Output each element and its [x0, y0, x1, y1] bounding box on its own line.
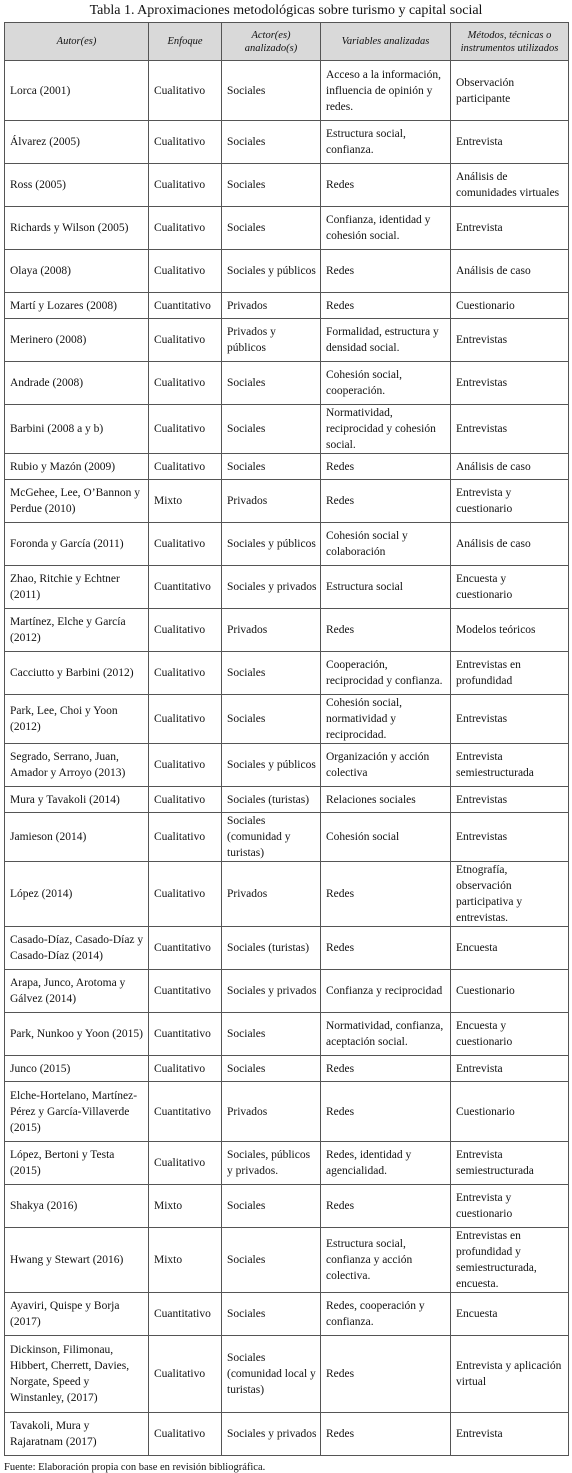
- cell-variables: Formalidad, estructura y densidad social.: [321, 319, 451, 362]
- table-row: [5, 121, 569, 164]
- header-autores: Autor(es): [5, 23, 149, 61]
- cell-variables: Redes: [321, 293, 451, 319]
- cell-variables: Redes: [321, 1413, 451, 1456]
- cell-metodos: Análisis de comunidades virtuales: [451, 164, 569, 207]
- cell-autor: Jamieson (2014): [5, 813, 149, 862]
- cell-autor: Shakya (2016): [5, 1185, 149, 1228]
- cell-variables: Normatividad, confianza, aceptación social.: [321, 1013, 451, 1056]
- cell-metodos: Entrevista: [451, 207, 569, 250]
- cell-variables: Organización y acción colectiva: [321, 744, 451, 787]
- table-row: [5, 813, 569, 862]
- cell-variables: Confianza y reciprocidad: [321, 970, 451, 1013]
- cell-metodos: Entrevista y cuestionario: [451, 1185, 569, 1228]
- cell-autor: Mura y Tavakoli (2014): [5, 787, 149, 813]
- table-row: [5, 566, 569, 609]
- cell-autor: Lorca (2001): [5, 61, 149, 121]
- cell-actor: Sociales y públicos: [222, 250, 321, 293]
- cell-actor: Sociales: [222, 362, 321, 405]
- cell-variables: Redes: [321, 1056, 451, 1082]
- cell-variables: Cohesión social: [321, 813, 451, 862]
- cell-enfoque: Cualitativo: [149, 454, 222, 480]
- table-row: [5, 1413, 569, 1456]
- table-row: [5, 652, 569, 695]
- cell-enfoque: Mixto: [149, 1228, 222, 1293]
- cell-actor: Privados y públicos: [222, 319, 321, 362]
- cell-autor: Barbini (2008 a y b): [5, 405, 149, 454]
- table-row: [5, 970, 569, 1013]
- table-row: [5, 1056, 569, 1082]
- cell-actor: Sociales: [222, 652, 321, 695]
- cell-enfoque: Cualitativo: [149, 250, 222, 293]
- cell-variables: Redes: [321, 927, 451, 970]
- table-row: [5, 61, 569, 121]
- cell-actor: Privados: [222, 293, 321, 319]
- cell-variables: Acceso a la información, influencia de opinión y redes.: [321, 61, 451, 121]
- cell-metodos: Entrevistas en profundidad y semiestructurada, encuesta.: [451, 1228, 569, 1293]
- cell-enfoque: Cualitativo: [149, 1336, 222, 1413]
- cell-variables: Normatividad, reciprocidad y cohesión social.: [321, 405, 451, 454]
- table-caption: Tabla 1. Aproximaciones metodológicas sobre turismo y capital social: [89, 3, 483, 18]
- cell-metodos: Entrevista semiestructurada: [451, 744, 569, 787]
- cell-metodos: Entrevista y aplicación virtual: [451, 1336, 569, 1413]
- cell-autor: Dickinson, Filimonau, Hibbert, Cherrett, Davies, Norgate, Speed y Winstanley, (2017): [5, 1336, 149, 1413]
- cell-variables: Relaciones sociales: [321, 787, 451, 813]
- table-row: [5, 523, 569, 566]
- cell-variables: Redes: [321, 862, 451, 927]
- cell-autor: Casado-Díaz, Casado-Díaz y Casado-Díaz (2014): [5, 927, 149, 970]
- header-actores: Actor(es) analizado(s): [222, 23, 321, 61]
- cell-autor: Rubio y Mazón (2009): [5, 454, 149, 480]
- cell-metodos: Entrevistas en profundidad: [451, 652, 569, 695]
- cell-metodos: Encuesta y cuestionario: [451, 1013, 569, 1056]
- cell-metodos: Encuesta: [451, 1293, 569, 1336]
- cell-variables: Redes, identidad y agencialidad.: [321, 1142, 451, 1185]
- header-metodos: Métodos, técnicas o instrumentos utilizados: [451, 23, 569, 61]
- cell-enfoque: Cuantitativo: [149, 1013, 222, 1056]
- cell-variables: Estructura social, confianza y acción colectiva.: [321, 1228, 451, 1293]
- cell-actor: Sociales y privados: [222, 970, 321, 1013]
- cell-enfoque: Cualitativo: [149, 207, 222, 250]
- cell-autor: Merinero (2008): [5, 319, 149, 362]
- cell-enfoque: Cuantitativo: [149, 1293, 222, 1336]
- cell-actor: Sociales: [222, 405, 321, 454]
- cell-metodos: Observación participante: [451, 61, 569, 121]
- cell-autor: Olaya (2008): [5, 250, 149, 293]
- cell-actor: Sociales: [222, 61, 321, 121]
- cell-variables: Redes: [321, 480, 451, 523]
- cell-autor: Foronda y García (2011): [5, 523, 149, 566]
- cell-autor: Cacciutto y Barbini (2012): [5, 652, 149, 695]
- table-row: [5, 362, 569, 405]
- cell-autor: Park, Nunkoo y Yoon (2015): [5, 1013, 149, 1056]
- cell-actor: Sociales: [222, 454, 321, 480]
- cell-autor: Segrado, Serrano, Juan, Amador y Arroyo (2013): [5, 744, 149, 787]
- cell-enfoque: Cualitativo: [149, 1056, 222, 1082]
- cell-variables: Cohesión social, normatividad y reciprocidad.: [321, 695, 451, 744]
- table-row: [5, 927, 569, 970]
- cell-enfoque: Cuantitativo: [149, 970, 222, 1013]
- table-row: [5, 319, 569, 362]
- table-row: [5, 609, 569, 652]
- table-row: [5, 1185, 569, 1228]
- cell-enfoque: Cualitativo: [149, 813, 222, 862]
- table-row: [5, 787, 569, 813]
- cell-variables: Redes, cooperación y confianza.: [321, 1293, 451, 1336]
- cell-autor: Tavakoli, Mura y Rajaratnam (2017): [5, 1413, 149, 1456]
- table-row: [5, 1228, 569, 1293]
- table-row: [5, 207, 569, 250]
- cell-variables: Redes: [321, 609, 451, 652]
- table-row: [5, 695, 569, 744]
- header-variables: Variables analizadas: [321, 23, 451, 61]
- cell-metodos: Entrevistas: [451, 319, 569, 362]
- cell-metodos: Etnografía, observación participativa y entrevistas.: [451, 862, 569, 927]
- table-row: [5, 405, 569, 454]
- cell-metodos: Modelos teóricos: [451, 609, 569, 652]
- table-row: [5, 1293, 569, 1336]
- cell-enfoque: Cualitativo: [149, 744, 222, 787]
- table-row: [5, 250, 569, 293]
- cell-enfoque: Cualitativo: [149, 121, 222, 164]
- table-row: [5, 744, 569, 787]
- cell-actor: Privados: [222, 480, 321, 523]
- cell-autor: Ross (2005): [5, 164, 149, 207]
- cell-metodos: Entrevistas: [451, 787, 569, 813]
- cell-autor: Andrade (2008): [5, 362, 149, 405]
- cell-variables: Redes: [321, 1185, 451, 1228]
- cell-enfoque: Cualitativo: [149, 609, 222, 652]
- cell-actor: Sociales: [222, 1056, 321, 1082]
- header-enfoque: Enfoque: [149, 23, 222, 61]
- cell-autor: Junco (2015): [5, 1056, 149, 1082]
- cell-autor: Elche-Hortelano, Martínez-Pérez y García-Villaverde (2015): [5, 1082, 149, 1142]
- cell-actor: Sociales y públicos: [222, 523, 321, 566]
- cell-enfoque: Cualitativo: [149, 362, 222, 405]
- cell-enfoque: Cuantitativo: [149, 566, 222, 609]
- cell-enfoque: Cualitativo: [149, 1142, 222, 1185]
- cell-variables: Cohesión social y colaboración: [321, 523, 451, 566]
- cell-variables: Redes: [321, 454, 451, 480]
- cell-autor: Martí y Lozares (2008): [5, 293, 149, 319]
- cell-variables: Redes: [321, 250, 451, 293]
- cell-metodos: Cuestionario: [451, 293, 569, 319]
- table-row: [5, 454, 569, 480]
- cell-actor: Sociales: [222, 1228, 321, 1293]
- cell-actor: Sociales (turistas): [222, 927, 321, 970]
- cell-actor: Sociales (comunidad y turistas): [222, 813, 321, 862]
- methodology-table: [4, 22, 569, 1456]
- source-note: Fuente: Elaboración propia con base en revisión bibliográfica.: [4, 1462, 266, 1473]
- cell-metodos: Encuesta: [451, 927, 569, 970]
- cell-variables: Estructura social, confianza.: [321, 121, 451, 164]
- cell-actor: Sociales: [222, 1013, 321, 1056]
- cell-enfoque: Cualitativo: [149, 164, 222, 207]
- cell-metodos: Análisis de caso: [451, 454, 569, 480]
- cell-metodos: Entrevista y cuestionario: [451, 480, 569, 523]
- cell-metodos: Entrevista: [451, 1056, 569, 1082]
- cell-enfoque: Cualitativo: [149, 787, 222, 813]
- cell-actor: Privados: [222, 1082, 321, 1142]
- cell-enfoque: Cualitativo: [149, 405, 222, 454]
- cell-enfoque: Cualitativo: [149, 523, 222, 566]
- cell-actor: Sociales: [222, 1185, 321, 1228]
- cell-actor: Sociales, públicos y privados.: [222, 1142, 321, 1185]
- cell-actor: Sociales y privados: [222, 566, 321, 609]
- cell-enfoque: Cuantitativo: [149, 927, 222, 970]
- cell-actor: Privados: [222, 862, 321, 927]
- cell-variables: Redes: [321, 1082, 451, 1142]
- cell-actor: Sociales (turistas): [222, 787, 321, 813]
- cell-variables: Redes: [321, 1336, 451, 1413]
- cell-metodos: Análisis de caso: [451, 250, 569, 293]
- table-row: [5, 862, 569, 927]
- table-row: [5, 1082, 569, 1142]
- cell-enfoque: Cualitativo: [149, 1413, 222, 1456]
- cell-enfoque: Cualitativo: [149, 695, 222, 744]
- cell-enfoque: Cuantitativo: [149, 293, 222, 319]
- cell-actor: Sociales: [222, 207, 321, 250]
- table-row: [5, 1336, 569, 1413]
- cell-autor: Álvarez (2005): [5, 121, 149, 164]
- cell-metodos: Cuestionario: [451, 970, 569, 1013]
- cell-autor: Martínez, Elche y García (2012): [5, 609, 149, 652]
- cell-autor: López, Bertoni y Testa (2015): [5, 1142, 149, 1185]
- cell-metodos: Entrevistas: [451, 362, 569, 405]
- cell-enfoque: Cualitativo: [149, 319, 222, 362]
- cell-autor: Zhao, Ritchie y Echtner (2011): [5, 566, 149, 609]
- cell-actor: Sociales: [222, 121, 321, 164]
- cell-variables: Cohesión social, cooperación.: [321, 362, 451, 405]
- table-row: [5, 1142, 569, 1185]
- cell-actor: Privados: [222, 609, 321, 652]
- cell-metodos: Entrevista semiestructurada: [451, 1142, 569, 1185]
- cell-metodos: Cuestionario: [451, 1082, 569, 1142]
- table-row: [5, 480, 569, 523]
- cell-autor: Arapa, Junco, Arotoma y Gálvez (2014): [5, 970, 149, 1013]
- cell-actor: Sociales (comunidad local y turistas): [222, 1336, 321, 1413]
- table-row: [5, 293, 569, 319]
- cell-actor: Sociales: [222, 695, 321, 744]
- table-row: [5, 1013, 569, 1056]
- cell-metodos: Encuesta y cuestionario: [451, 566, 569, 609]
- cell-enfoque: Mixto: [149, 1185, 222, 1228]
- cell-enfoque: Cualitativo: [149, 61, 222, 121]
- cell-metodos: Análisis de caso: [451, 523, 569, 566]
- cell-metodos: Entrevista: [451, 1413, 569, 1456]
- cell-variables: Confianza, identidad y cohesión social.: [321, 207, 451, 250]
- cell-variables: Redes: [321, 164, 451, 207]
- table-header-row: [5, 23, 569, 61]
- cell-autor: Ayaviri, Quispe y Borja (2017): [5, 1293, 149, 1336]
- cell-autor: Hwang y Stewart (2016): [5, 1228, 149, 1293]
- cell-autor: Richards y Wilson (2005): [5, 207, 149, 250]
- cell-variables: Cooperación, reciprocidad y confianza.: [321, 652, 451, 695]
- cell-enfoque: Cualitativo: [149, 862, 222, 927]
- cell-autor: Park, Lee, Choi y Yoon (2012): [5, 695, 149, 744]
- table-row: [5, 164, 569, 207]
- cell-enfoque: Cuantitativo: [149, 1082, 222, 1142]
- cell-autor: McGehee, Lee, O’Bannon y Perdue (2010): [5, 480, 149, 523]
- cell-actor: Sociales: [222, 164, 321, 207]
- cell-enfoque: Mixto: [149, 480, 222, 523]
- cell-autor: López (2014): [5, 862, 149, 927]
- cell-actor: Sociales: [222, 1293, 321, 1336]
- cell-actor: Sociales y públicos: [222, 744, 321, 787]
- cell-metodos: Entrevistas: [451, 405, 569, 454]
- cell-metodos: Entrevistas: [451, 813, 569, 862]
- cell-metodos: Entrevista: [451, 121, 569, 164]
- cell-variables: Estructura social: [321, 566, 451, 609]
- cell-metodos: Entrevistas: [451, 695, 569, 744]
- cell-actor: Sociales y privados: [222, 1413, 321, 1456]
- cell-enfoque: Cualitativo: [149, 652, 222, 695]
